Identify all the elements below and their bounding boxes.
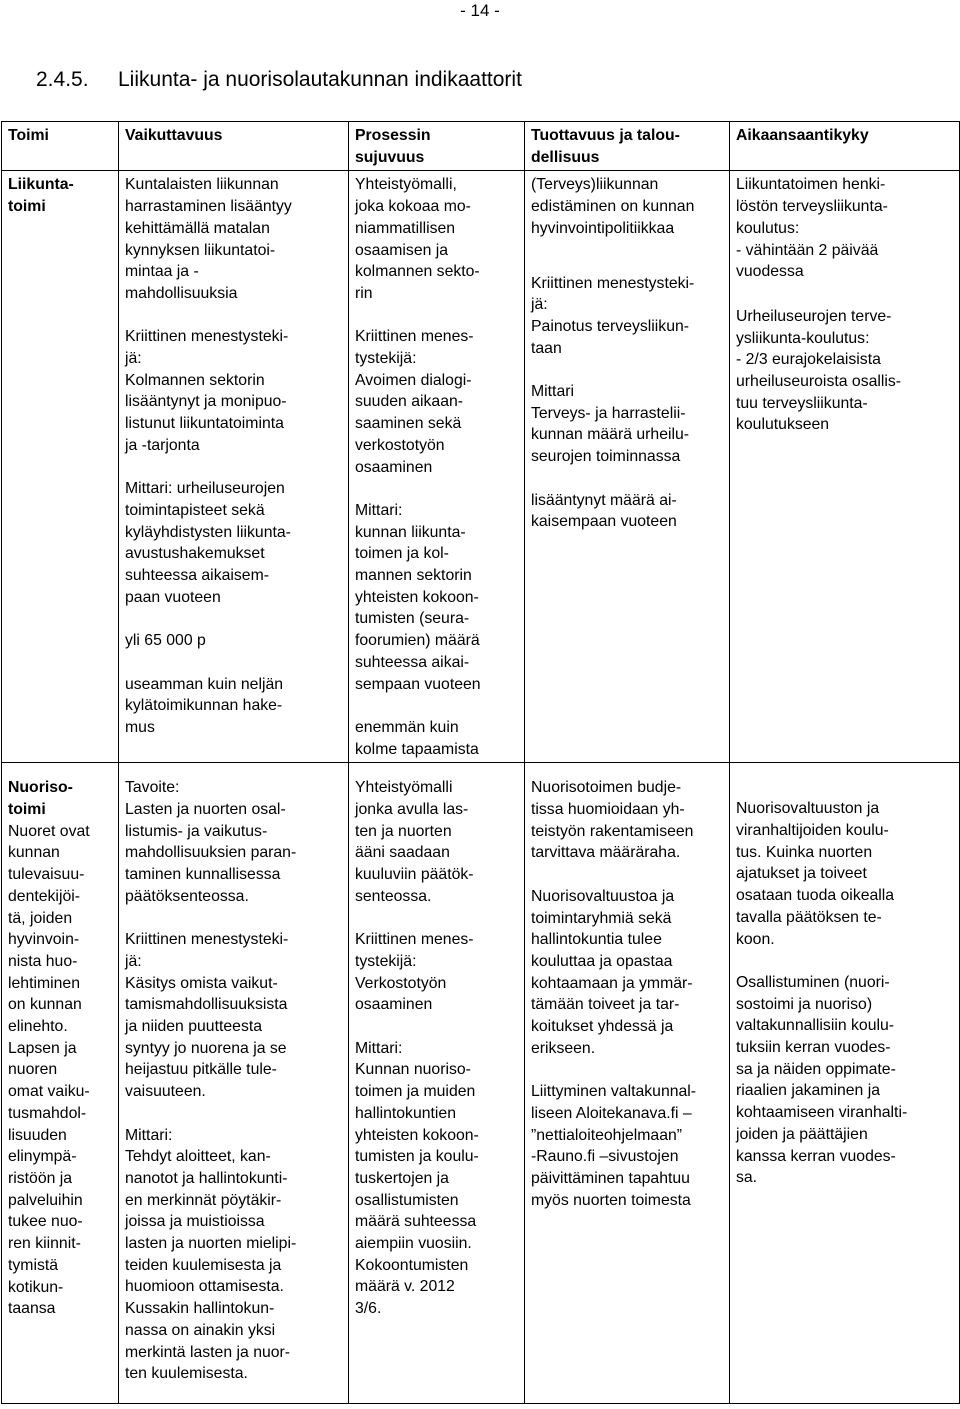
table-cell [525,763,730,1404]
paragraph: Kriittinen menes- tystekijä: Avoimen dialogi- suuden aikaan- saaminen sekä verkostotyön osaaminen [355,328,474,476]
table-cell [349,171,525,763]
paragraph: useamman kuin neljän kylätoimikunnan hake- mus [125,675,284,736]
paragraph: Yhteistyömalli, joka kokoaa mo- niammatillisen osaamisen ja kolmannen sekto- rin [355,176,480,302]
table-cell [119,171,349,763]
paragraph: lisääntynyt määrä ai- kaisempaan vuoteen [531,491,677,531]
header-cell [119,122,349,171]
table-cell [119,763,349,1404]
paragraph: Osallistuminen (nuori- sostoimi ja nuoriso) valtakunnallisiin koulu- tuksiin kerran vuodes- sa ja näiden oppimate- riaalien jakaminen ja kohtaamiseen viranhalti- joiden ja päättäjien kanssa kerran vuodes- sa. [736,973,908,1187]
header-cell [349,122,525,171]
table-cell [525,171,730,763]
row-title: Nuoriso- toimi [8,779,73,819]
header-cell [2,122,119,171]
header-cell [525,122,730,171]
paragraph: Yhteistyömalli jonka avulla las- ten ja nuorten ääni saadaan kuuluviin päätök- senteossa. [355,779,474,905]
paragraph: Nuorisovaltuuston ja viranhaltijoiden koulu- tus. Kuinka nuorten ajatukset ja toiveet osataan tuoda oikealla tavalla päätöksen te- koon. [736,800,895,948]
paragraph: Kriittinen menestysteki- jä: Käsitys omista vaikut- tamismahdollisuuksista ja niiden puutteesta syntyy jo nuorena ja se heijastuu pitkälle tule- vaisuuteen. [125,931,289,1101]
row-description: Nuoret ovat kunnan tulevaisuu- dentekijöi- tä, joiden hyvinvoin- nista huo- lehtiminen on kunnan elinehto. Lapsen ja nuoren omat vaiku- tusmahdol- lisuuden elinympä- ristöön ja palveluihin tukee nuo- ren kiinnit- tymistä kotikun- taansa [8,822,90,1318]
paragraph: Kriittinen menestysteki- jä: Kolmannen sektorin lisääntynyt ja monipuo- listunut liikuntatoiminta ja -tarjonta [125,328,289,454]
paragraph: Liittyminen valtakunnal- liseen Aloitekanava.fi – ”nettialoiteohjelmaan” -Rauno.fi –sivustojen päivittäminen tapahtuu myös nuorten toimesta [531,1083,697,1209]
paragraph: Urheiluseurojen terve- ysliikunta-koulutus: - 2/3 eurajokelaisista urheiluseuroista osallis- tuu terveysliikunta- koulutukseen [736,307,902,434]
header-aikaansaanti: Aikaansaantikyky [736,127,869,144]
paragraph: Mittari: kunnan liikunta- toimen ja kol- mannen sektorin yhteisten kokoon- tumisten (seura- foorumien) määrä suhteessa aikai- sempaan vuoteen [355,501,481,693]
table-cell [349,763,525,1404]
paragraph: Mittari: Kunnan nuoriso- toimen ja muiden hallintokuntien yhteisten kokoon- tumisten ja koulu- tuskertojen ja osallistumisten määrä suhteessa aiempiin vuosiin. Kokoontumisten määrä v. 2012 3/6. [355,1039,479,1318]
table-cell [730,763,960,1404]
header-tuottavuus: Tuottavuus ja talou- dellisuus [531,127,680,166]
paragraph: Kuntalaisten liikunnan harrastaminen lisääntyy kehittämällä matalan kynnyksen liikuntatoi- mintaa ja - mahdollisuuksia [125,176,292,302]
header-toimi: Toimi [8,127,49,144]
paragraph: enemmän kuin kolme tapaamista [355,718,479,758]
paragraph: Nuorisovaltuustoa ja toimintaryhmiä sekä hallintokuntia tulee kouluttaa ja opastaa kohtaamaan ja ymmär- tämään toiveet ja tar- koitukset yhdessä ja erikseen. [531,887,693,1057]
paragraph: Mittari: Tehdyt aloitteet, kan- nanotot ja hallintokunti- en merkinnät pöytäkir- joissa ja muistioissa lasten ja nuorten mielipi- teiden kuulemisesta ja huomioon ottamisesta. Kussakin hallintokun- nassa on ainakin yksi merkintä lasten ja nuor- ten kuulemisesta. [125,1126,297,1383]
paragraph: (Terveys)liikunnan edistäminen on kunnan hyvinvointipolitiikkaa [531,176,695,237]
paragraph: Kriittinen menes- tystekijä: Verkostotyön osaaminen [355,931,474,1014]
section-number: 2.4.5. [36,68,89,91]
table-cell [730,171,960,763]
page-number: - 14 - [460,1,500,20]
paragraph: Mittari: urheiluseurojen toimintapisteet sekä kyläyhdistysten liikunta- avustushakemukset suhteessa aikaisem- paan vuoteen [125,480,291,606]
paragraph: Nuorisotoimen budje- tissa huomioidaan yh- teistyön rakentamiseen tarvittava määräraha. [531,779,694,862]
table-row-liikuntatoimi [2,171,960,763]
row-title: Liikunta- toimi [8,176,74,216]
table-cell [2,763,119,1404]
table-header-row [2,122,960,171]
paragraph: Kriittinen menestysteki- jä: Painotus terveysliikun- taan [531,274,695,357]
paragraph: Mittari Terveys- ja harrastelii- kunnan määrä urheilu- seurojen toiminnassa [531,383,690,466]
section-heading [36,68,522,92]
header-vaikuttavuus: Vaikuttavuus [125,127,223,144]
table-cell [2,171,119,763]
header-prosessi: Prosessin sujuvuus [355,127,431,166]
paragraph: Tavoite: Lasten ja nuorten osal- listumis- ja vaikutus- mahdollisuuksien paran- taminen kunnallisessa päätöksenteossa. [125,779,297,905]
header-cell [730,122,960,171]
table-row-nuorisotoimi [2,763,960,1404]
paragraph: yli 65 000 p [125,632,206,650]
paragraph: Liikuntatoimen henki- löstön terveysliikunta- koulutus: - vähintään 2 päivää vuodessa [736,176,888,281]
section-title: Liikunta- ja nuorisolautakunnan indikaattorit [118,68,522,91]
indicator-table [1,121,960,1404]
